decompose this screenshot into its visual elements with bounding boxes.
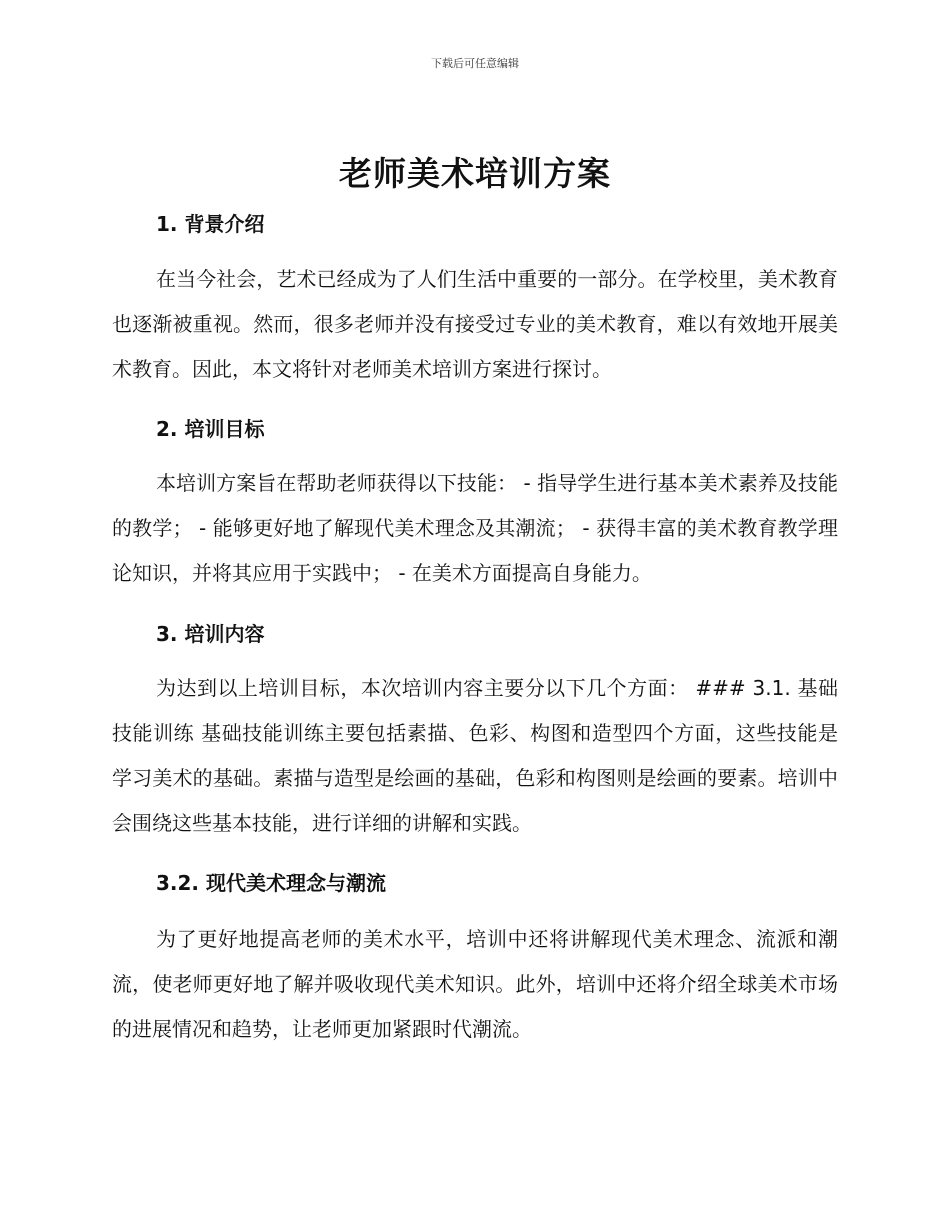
section-paragraph-content: 为达到以上培训目标，本次培训内容主要分以下几个方面： ### 3.1. 基础技能训练 基础技能训练主要包括素描、色彩、构图和造型四个方面，这些技能是学习美术的基础。素描与造型是绘画的基础，色彩和构图则是绘画的要素。培训中会围绕这些基本技能，进行详细的讲解和实践。 bbox=[112, 676, 838, 835]
section-heading-content: 3. 培训内容 bbox=[156, 622, 265, 646]
section-paragraph-background: 在当今社会，艺术已经成为了人们生活中重要的一部分。在学校里，美术教育也逐渐被重视。然而，很多老师并没有接受过专业的美术教育，难以有效地开展美术教育。因此，本文将针对老师美术培训方案进行探讨。 bbox=[112, 267, 838, 381]
section-paragraph-modern-art: 为了更好地提高老师的美术水平，培训中还将讲解现代美术理念、流派和潮流，使老师更好地了解并吸收现代美术知识。此外，培训中还将介绍全球美术市场的进展情况和趋势，让老师更加紧跟时代潮流。 bbox=[112, 927, 838, 1041]
document-title: 老师美术培训方案 bbox=[339, 154, 611, 193]
section-paragraph-goals: 本培训方案旨在帮助老师获得以下技能： - 指导学生进行基本美术素养及技能的教学； - 能够更好地了解现代美术理念及其潮流； - 获得丰富的美术教育教学理论知识，并将其应用于实践中； - 在美术方面提高自身能力。 bbox=[112, 471, 838, 585]
page-header-note: 下载后可任意编辑 bbox=[431, 57, 519, 70]
section-heading-background: 1. 背景介绍 bbox=[156, 212, 265, 236]
section-heading-modern-art: 3.2. 现代美术理念与潮流 bbox=[156, 871, 386, 895]
section-heading-goals: 2. 培训目标 bbox=[156, 417, 265, 441]
